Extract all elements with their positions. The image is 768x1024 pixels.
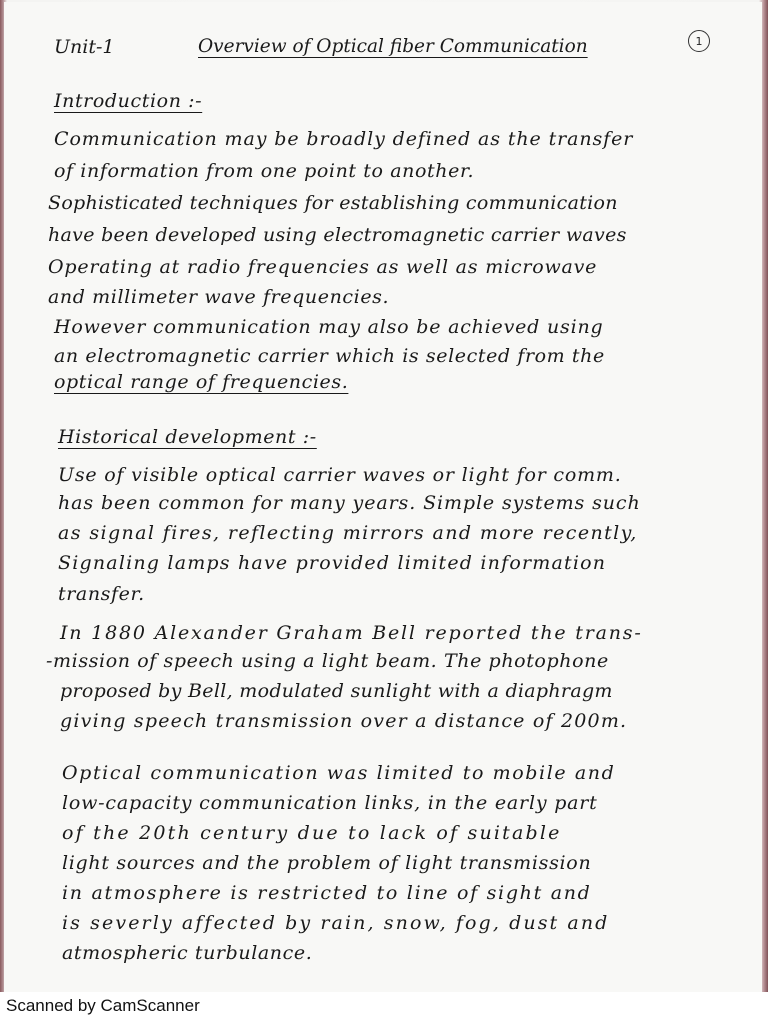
history-line: -mission of speech using a light beam. The photophone (46, 650, 609, 672)
intro-heading: Introduction :- (54, 90, 203, 112)
intro-line: Sophisticated techniques for establishing communication (48, 192, 618, 214)
history-line: as signal fires, reflecting mirrors and more recently, (58, 522, 638, 544)
scanner-footer (0, 992, 768, 1024)
history-line: of the 20th century due to lack of suitable (62, 822, 562, 844)
page-number: 1 (688, 30, 710, 52)
intro-line: Operating at radio frequencies as well as microwave (48, 256, 598, 278)
history-heading: Historical development :- (58, 426, 317, 448)
history-line: In 1880 Alexander Graham Bell reported the trans- (60, 622, 643, 644)
history-line: Use of visible optical carrier waves or light for comm. (58, 464, 622, 486)
unit-label: Unit-1 (54, 36, 115, 58)
intro-line: an electromagnetic carrier which is selected from the (54, 345, 605, 367)
intro-line: of information from one point to another. (54, 160, 475, 182)
history-line: has been common for many years. Simple systems such (58, 492, 641, 514)
history-line: in atmosphere is restricted to line of sight and (62, 882, 592, 904)
history-line: light sources and the problem of light transmission (62, 852, 592, 874)
intro-line: have been developed using electromagnetic carrier waves (48, 224, 627, 246)
page-title: Overview of Optical fiber Communication (198, 36, 588, 57)
intro-line: Communication may be broadly defined as the transfer (54, 128, 634, 150)
history-line: proposed by Bell, modulated sunlight with a diaphragm (60, 680, 613, 702)
intro-line: optical range of frequencies. (54, 371, 349, 393)
notebook-page (4, 2, 762, 992)
history-line: transfer. (58, 583, 145, 605)
intro-line: However communication may also be achieved using (54, 316, 604, 338)
history-line: Optical communication was limited to mobile and (62, 762, 616, 784)
history-line: Signaling lamps have provided limited information (58, 552, 607, 574)
history-line: atmospheric turbulance. (62, 942, 313, 964)
history-line: is severly affected by rain, snow, fog, dust and (62, 912, 610, 934)
history-line: giving speech transmission over a distance of 200m. (60, 710, 628, 732)
scanner-watermark: Scanned by CamScanner (6, 996, 200, 1015)
history-line: low-capacity communication links, in the early part (62, 792, 598, 814)
intro-line: and millimeter wave frequencies. (48, 286, 390, 308)
